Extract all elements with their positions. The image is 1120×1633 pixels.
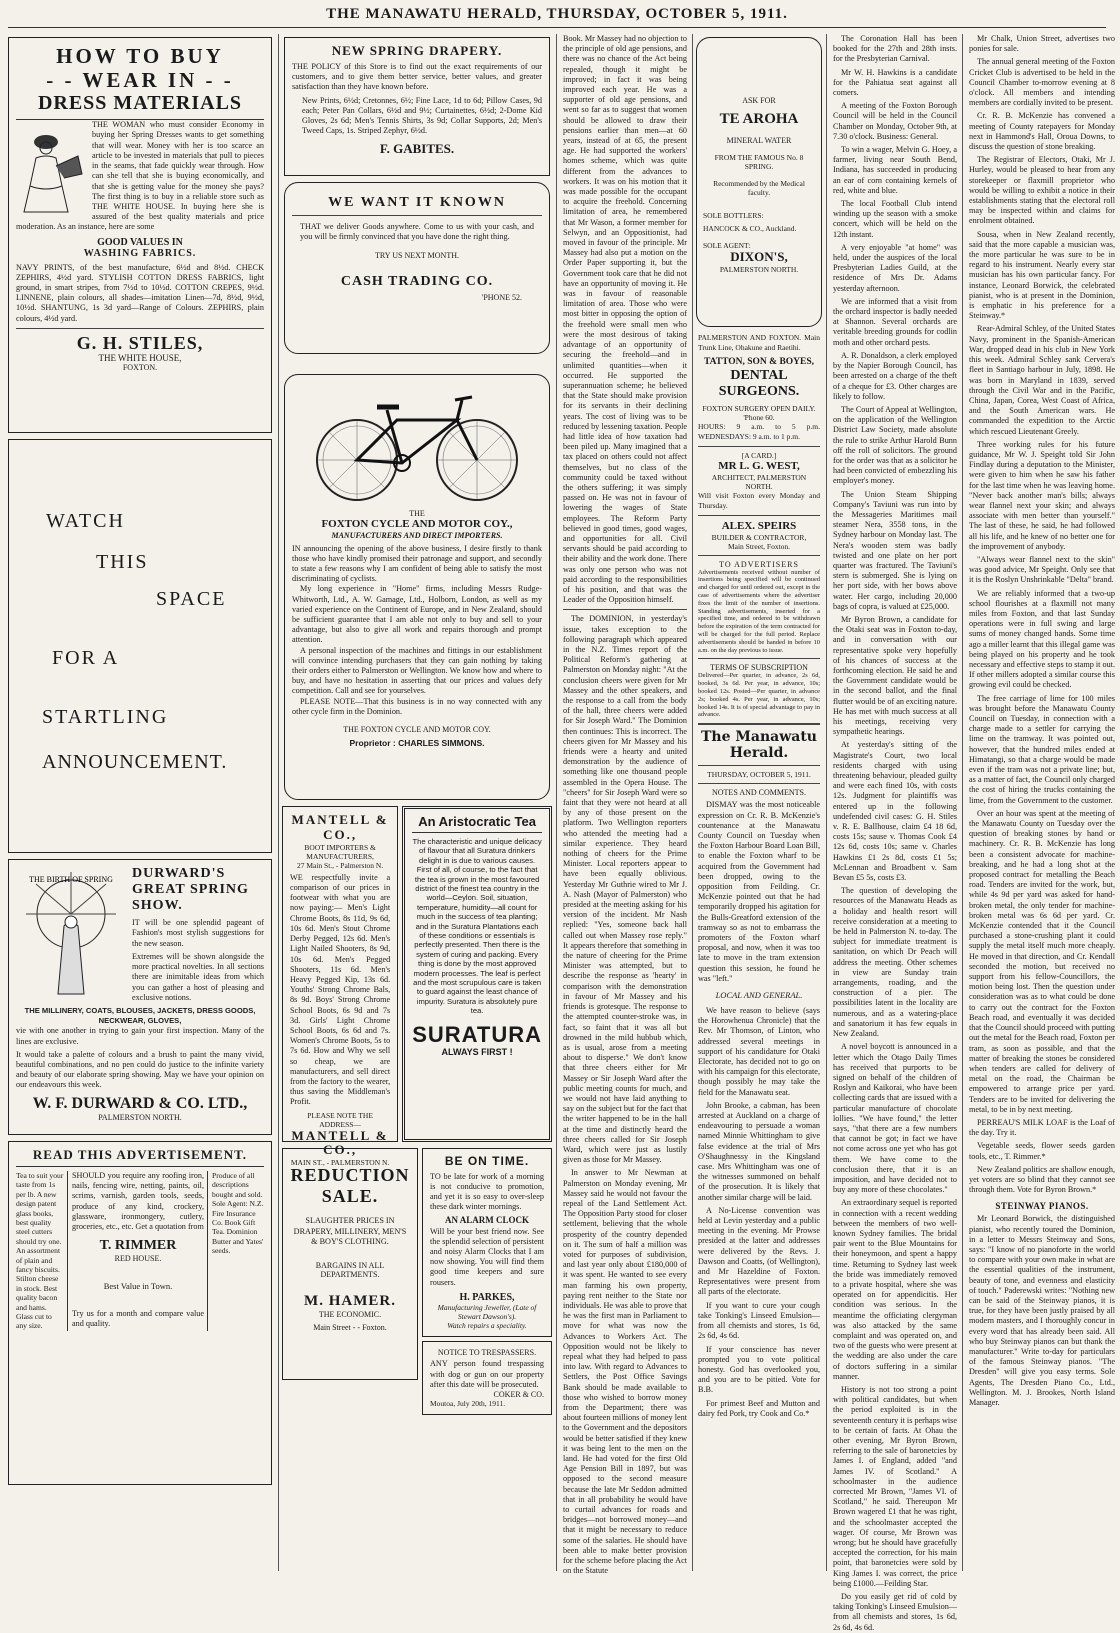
news-court-appeal: The Court of Appeal at Wellington, on the application of the Wellington District Law Society, made absolute the rule to strike Arthur Harold Bunn off the roll of solicitors. The ground for the order was that as a solicitor he had been convicted of embezzling his employer's money. xyxy=(833,404,957,486)
dental-phone: 'Phone 60. xyxy=(743,412,775,422)
rimmer-left: Tea to suit your taste from 1s per lb. A new design patent glass books, best quality steel cutters should try one. An assortment of plain and fancy biscuits. Stilton cheese in stock. Best quality bacon and hams. Glass cut to any size. xyxy=(16,1170,64,1331)
cycle-ad xyxy=(284,374,550,800)
cash-try: TRY US NEXT MONTH. xyxy=(374,250,459,260)
news-orchard: We are informed that a visit from the orchard inspector is badly needed at Shannon. Several orchards are veritable breeding grounds for codlin moth and other orchard pests. xyxy=(833,296,957,347)
durward-ad xyxy=(8,859,272,1135)
watch-l3: SPACE xyxy=(156,588,227,610)
parkes-more: Watch repairs a speciality. xyxy=(447,1321,527,1331)
news-land-settlement: In answer to Mr Newman at Palmerston on Monday evening, Mr Massey said he would not favour the repeal of the Land Settlement Act. The Opposition Party stood for closer settlement, believing that the whole prosperity of the country depended on it. The sum of half a million was voted for purposes of subdivision, and last year only about £180,000 of it was spent. He wanted to see every man farming his own property, paying rent neither to the State nor individuals. He was able to prove that he was the first man in Parliament to move for what was now the Advances to Workers Act. The Opposition would not be likely to repeal what they had helped to pass into law. With regard to Advances to Settlers, the Post Office Savings Bank should be made available to those who wished to borrow money from the Department; there was about fourteen millions of money lent to the Government and the depositors would be better satisfied if they knew it was being lent to the men on the land. He had voted for the first Old Age Pension Bill in 1897, but was opposed to the second measure because the late Mr Seddon admitted that in all probability he would have to curtail advances for roads and bridges—not borrowed money—and that it might be necessary to reduce some of the salaries. He should have been able to make better provision for the scheme before placing the Act on the Statute xyxy=(563,1168,687,1576)
herald-news xyxy=(694,797,824,1419)
stiles-title-1: HOW TO BUY xyxy=(56,44,224,68)
durward-title: DURWARD'S GREAT SPRING SHOW. xyxy=(132,866,249,914)
rimmer-try: Try us for a month and compare value and quality. xyxy=(72,1309,204,1329)
parkes-title: BE ON TIME. xyxy=(444,1154,530,1168)
durward-p4: It would take a palette of colours and a brush to paint the many vivid, beautiful combinations, and no pen could do justice to the infinite variety and beauty of our elaborate spring showing. May we have your opinion on our endeavours this week. xyxy=(16,1049,264,1090)
herald-p5: If you want to cure your cough take Tonking's Linseed Emulsion—from all chemists and stores, 1s 6d, 2s 6d, 4s 6d. xyxy=(698,1300,820,1341)
west-prof: ARCHITECT, PALMERSTON NORTH. xyxy=(711,472,807,491)
news-cricket: The annual general meeting of the Foxton Cricket Club is advertised to be held in the Council Chamber to-morrow evening at 8 o'clock. All members and intending members are cordially invited to be present. xyxy=(969,57,1115,108)
stiles-ad xyxy=(8,37,272,433)
parkes-ad xyxy=(422,1148,552,1337)
news-manawatu-heads: The question of developing the resources of the Manawatu Heads as a holiday and health resort will receive consideration at a meeting to be held in Palmerston N. to-day. The subject for immediate treatment is sanitation, on which Dr Peach will address the meeting. Other schemes in view are Sunday train arrangements, roading, and the construction of a pier. The possibilities latent in the locality are numerous, and as a watering-place and sanatorium it has few equals in New Zealand. xyxy=(833,886,957,1039)
rimmer-ad xyxy=(8,1141,272,1485)
rimmer-value: Best Value in Town. xyxy=(103,1281,173,1292)
news-schley: Rear-Admiral Schley, of the United States Navy, prominent in the Spanish-American War, dropped dead in his club in New York this week. Admiral Schley sank Cervera's fleet in Santiago harbour in July, 1898. He was born in Maryland in 1839, served through the Civil War and in the Pacific, China, Japan, Corea, West Coast of Africa, and the South American wars. He commanded the expedition to the Arctic which rescued Lieutenant Greely. xyxy=(969,324,1115,436)
news-chalk: Mr Chalk, Union Street, advertises two ponies for sale. xyxy=(969,34,1115,54)
watch-l2: THIS xyxy=(96,551,149,573)
masthead: THE MANAWATU HERALD, THURSDAY, OCTOBER 5, 1911. xyxy=(326,6,788,22)
herald-local: LOCAL AND GENERAL. xyxy=(715,990,803,1000)
cash-name: CASH TRADING CO. xyxy=(340,273,494,289)
bicycle-illustration xyxy=(307,385,527,505)
durward-name: W. F. DURWARD & CO. LTD., xyxy=(32,1094,248,1112)
spring-illustration xyxy=(16,866,126,996)
cash-trading-ad xyxy=(284,182,550,354)
mantell-text: WE respectfully invite a comparison of our prices in footwear with what you are now paying:— Men's Light Chrome Boots, 8s 11d, 9s 6d, 10s 6d. Men's Stout Chrome Derby Pegged, 12s 6d. Men's Light Nailed Shooters, 8s 9d, 10s 6d. Men's Pegged Shooters, 11s 6d. Men's Heavy Pegged Kip, 13s 6d. Youths' Strong Chrome Bals, 8s 9d. Boys' Strong Chrome School Boots, 6s 9d and 7s 3d. Girls' Light Chrome School Boots, 6s 6d and 7s. Women's Chrome Boots, 5s to 7s 6d. How and Why we sell so cheap, we are manufacturers, and sell direct from the factory to the wearer, thus saving the Middleman's Profit. xyxy=(290,872,391,1107)
rimmer-title: READ THIS ADVERTISEMENT. xyxy=(16,1148,264,1167)
tearoha-hancock: HANCOCK & CO., Auckland. xyxy=(703,224,797,234)
column-6 xyxy=(964,34,1120,1571)
news-byron-brown: Mr Byron Brown, a candidate for the Otaki seat was in Foxton to-day, and in conversation with our representative spoke very hopefully of his chances of success at the forthcoming election. He said he and the Government candidate would be in the second ballot, and the final flutter would be of an exciting nature. He has met with much success at all his meetings, receiving very sympathetic hearings. xyxy=(833,614,957,737)
cycle-p3: A personal inspection of the machines and fittings in our establishment will convince intending purchasers that they can gain nothing by taking their orders either to Palmerston or Wellington. We know how and where to buy, and have no hesitation in asserting that our prices and values defy competition. Call and see for yourselves. xyxy=(292,645,542,696)
watch-l5: STARTLING xyxy=(42,706,169,728)
advertisers-title: TO ADVERTISERS xyxy=(719,559,799,569)
advertisers-text: Advertisements received without number of insertions being specified will be continued and charged for until ordered out, except in the case of advertisements where the advertiser fixes the limit of the number of insertions. Standing advertisements, inserted for a specified time, and ordered to be withdrawn before the expiration of the term contracted for will be charged for the full period. Replace advertisements should be handed in before 10 a.m. on the day previous to issue. xyxy=(698,568,820,654)
news-coronation-hall: The Coronation Hall has been booked for the 27th and 28th insts. for the Presbyterian Carnival. xyxy=(833,34,957,64)
durward-bold: THE MILLINERY, COATS, BLOUSES, JACKETS, DRESS GOODS, NECKWEAR, GLOVES, xyxy=(24,1005,256,1026)
column-4 xyxy=(694,34,824,1571)
news-corn-wager: To win a wager, Melvin G. Hoey, a farmer, living near South Bend, Indiana, has succeeded in producing an ear of corn containing kernels of red, white and blue. xyxy=(833,145,957,195)
column-rule xyxy=(556,34,557,1571)
column-1 xyxy=(6,34,274,1571)
hamer-title: REDUCTION SALE. xyxy=(290,1165,410,1206)
news-speight: Three working rules for his future guidance, Mr W. J. Speight told Sir John Findlay during a deputation to the Minister, were given to him when he saw his father for the last time when he was leaving home. "Never back another man's bills; always wear flannel next your skin; and always associate with men better than yourself." The last of these, he said, he had followed all his life, and he knew of no better one for the improvement of anybody. xyxy=(969,439,1115,551)
tearoha-rec: Recommended by the Medical faculty. xyxy=(713,179,805,198)
news-rimmer-seeds: Vegetable seeds, flower seeds garden tools, etc., T. Rimmer.* xyxy=(969,1141,1115,1161)
news-at-home: A very enjoyable "at home" was held, under the auspices of the local Presbyterian Ladies Guild, at the residence of Mrs Dr. Adams yesterday afternoon. xyxy=(833,242,957,293)
woman-illustration xyxy=(16,126,86,216)
dental-ad xyxy=(694,333,824,797)
west-card: [A CARD.] xyxy=(741,450,777,460)
column-2 xyxy=(282,34,552,1571)
news-tonking: Do you easily get rid of cold by taking Tonking's Linseed Emulsion—from all chemists and stores, 1s 6d, 2s 6d, 4s 6d. xyxy=(833,1592,957,1632)
rimmer-house: RED HOUSE. xyxy=(114,1254,162,1264)
cycle-p1: IN announcing the opening of the above business, I desire firstly to thank those who have kindly promised their patronage and support, and secondly to state a few reasons why I am confident of being able to satisfy the most discriminating of cyclists. xyxy=(292,543,542,584)
news-donaldson: A. R. Donaldson, a clerk employed by the Napier Borough Council, has been arrested on a charge of the theft of a cheque for £3. Other charges are likely to follow. xyxy=(833,350,957,401)
tearoha-bottlers: SOLE BOTTLERS: xyxy=(703,211,764,221)
column-3 xyxy=(558,34,692,1576)
column-rule xyxy=(826,34,827,1571)
mantell-addr: 27 Main St., - Palmerston N. xyxy=(296,860,384,870)
rimmer-mid: SHOULD you require any roofing iron, nails, fencing wire, netting, paints, oil, scrims, varnish, garden tools, seeds, produce of any kind, crockery, glassware, ironmongery, cutlery, groceries, etc., etc. Get a quotation from xyxy=(72,1170,204,1231)
watch-l6: ANNOUNCEMENT. xyxy=(42,751,228,773)
news-pensions: Book. Mr Massey had no objection to the principle of old age pensions, and there was no chance of the Act being repealed, though it might be improved; in fact it was being improved each year. He was a supporter of old age pensions, and went so far as to suggest that women should be allowed to draw their pensions earlier than men—at 60 years, instead of at 65, the present age. He had supported the workers' homes scheme, which was quite different from the advances to workers. It was on his motion that it was made possible for the occupant to acquire the freehold. Concerning limitation of area, he remembered that Mr Wason, a former member for Selwyn, and an Oppositionist, had moved in favour of the principle. Mr Massey had also put a motion on the Order Paper supporting it, but the Government took care that he did not have an opportunity of moving it. He was in favour of reasonable limitation of area. Those who were most bitter in opposing the option of the freehold were small men who were the most desirous of taking advantage of an opportunity of securing the freehold—and in unlimited quantities—when it occurred. He supported the superannuation scheme; he believed that the State should make provision for its servants in their declining years. The cost of living was to be reduced by lessening taxation. People had little idea of how taxation had been piled up. Many imagined that a tax placed on others could not affect themselves, but no class of the community could be taxed without the others suffering; it was simply passed on. He was not in favour of lowering the wages of State employees. The Reform Party believed in good times, good wages, and opportunities for all. Civil servants should be paid according to their ability and the work done. There was only one person who was not paid according to the responsibilities of his position, and that was the Leader of the Opposition himself. xyxy=(563,34,687,605)
tearoha-mineral: MINERAL WATER xyxy=(726,136,792,146)
stiles-sub-2: WASHING FABRICS. xyxy=(83,248,197,260)
herald-section: NOTES AND COMMENTS. xyxy=(711,788,806,798)
tearoha-agent: SOLE AGENT: xyxy=(703,241,751,251)
durward-p2: Extremes will be shown alongside the more practical novelties. In all sections there are inimitable ideas from which you can gather a host of pleasing and exclusive notions. xyxy=(132,951,264,1002)
suratura-brand: SURATURA xyxy=(412,1021,542,1047)
news-boycott: A novel boycott is announced in a letter which the Otago Daily Times has received that purports to be signed on behalf of the children of Roslyn and Kaikorai, who have been collecting cards that are issued with a particular manufacture of chocolate lollies. "We have found," the letter says, "that there are a few numbers that cannot be got; in fact we have not come across one yet who has got them. We have come to the conclusion there, that it is an imposition, and have decided not to buy any more of these chocolates." xyxy=(833,1042,957,1195)
west-text: Will visit Foxton every Monday and Thursday. xyxy=(698,490,820,510)
cycle-foot: THE FOXTON CYCLE AND MOTOR COY. xyxy=(343,725,491,735)
herald-p1: DISMAY was the most noticeable expression on Cr. R. B. McKenzie's countenance at the Manawatu County Council on Tuesday when the Foxton Harbour Board Loan Bill, to enable the Foxton wharf to be acquired from the Government had been dropped, owing to the opposition from Feilding. Cr. McKenzie pointed out that he had temporarily dropped his agitation for the Bulls-Greatford extension of the tramway so as not to embarrass the promoters of the Foxton wharf proposal, and now, when it was too late to move in the tram extension question this session, he found he was "left." xyxy=(698,800,820,983)
cycle-title: FOXTON CYCLE AND MOTOR COY., xyxy=(321,518,513,530)
hamer-ad xyxy=(282,1148,418,1380)
parkes-text-2: Will be your best friend now. See the splendid selection of persistent and noisy Alarm Clocks that I am now showing. You will find them good time keepers and sure rousers. xyxy=(430,1226,544,1287)
suratura-ad xyxy=(402,806,552,1142)
hamer-sub: SLAUGHTER PRICES IN DRAPERY, MILLINERY, MEN'S & BOY'S CLOTHING. xyxy=(293,1216,407,1246)
news-perreau: PERREAU'S MILK LOAF is the Loaf of the day. Try it. xyxy=(969,1117,1115,1138)
news-magistrate: At yesterday's sitting of the Magistrate's Court, two local residents charged with using threatening behaviour, pleaded guilty and were each fined 10s, with costs 12s. Judgment for plaintiffs was entered up in the following undefended civil cases: G. H. Stiles v. R. E. Ballhouse, claim £4 18 6d, costs 15s; sause v. Thomas Cook £4 12s 6d, costs 10s; same v. Charles Hawkins £1 2s 8d, costs £1 5s; McLennan and Broadbent v. Sam Bevan £5 5s, costs £3. xyxy=(833,740,957,883)
column-rule xyxy=(692,34,693,1571)
news-football-club: The local Football Club intend winding up the season with a smoke concert, which will be held on the 12th instant. xyxy=(833,199,957,239)
news-two-up: We are reliably informed that a two-up school flourishes at a flaxmill not many miles from Foxton, and that last Sunday operations were in full swing and large sums of money changed hands. Some time ago a miller learnt that this illegal game was being played on his property and he took necessary and effective steps to stamp it out. If other millers adopted a similar course this growing evil could be checked. xyxy=(969,588,1115,690)
te-aroha-ad xyxy=(696,37,822,327)
herald-p4: A No-License convention was held at Levin yesterday and a public meeting in the evening. Mr Prowse presided at the latter and addresses were delivered by the Revs. J. Dawson and Coatts, (of Wellington), and Mr Hazeldine of Foxton. Representatives were present from all parts of the electorate. xyxy=(698,1205,820,1297)
mantell-sub: BOOT IMPORTERS & MANUFACTURERS, xyxy=(304,842,376,861)
steinway-heading: STEINWAY PIANOS. xyxy=(995,1201,1089,1212)
dental-route: PALMERSTON AND FOXTON. Main Trunk Line, Ohakune and Raetihi. xyxy=(698,333,820,353)
stiles-title-3: DRESS MATERIALS xyxy=(16,92,264,120)
mantell-name: MANTELL & CO., xyxy=(291,812,389,842)
herald-p7: For primest Beef and Mutton and dairy fed Pork, try Cook and Co.* xyxy=(698,1398,820,1418)
herald-p6: If your conscience has never prompted you to vote political honesty. God has overlooked you, and you are to be pitied. Vote for B.B. xyxy=(698,1344,820,1395)
speirs-name: ALEX. SPEIRS xyxy=(721,519,797,532)
hamer-addr: Main Street - - Foxton. xyxy=(313,1323,387,1333)
masthead-rule xyxy=(8,27,1106,28)
tearoha-name: TE AROHA xyxy=(719,111,799,127)
mantell-addr-2: MAIN ST., - PALMERSTON N. xyxy=(290,1158,390,1168)
tearoha-ask: ASK FOR xyxy=(742,96,776,105)
gabites-text: THE POLICY of this Store is to find out the exact requirements of our customers, and to give them better service, better values, and greater satisfaction than they have known before. xyxy=(292,61,542,92)
watch-space-ad xyxy=(8,439,272,853)
news-dominion-cheers: The DOMINION, in yesterday's issue, takes exception to the following paragraph which appeared in the N.Z. Times report of the Political Reform's gathering at Palmerston on Monday night: "At the conclusion cheers were given for Mr Massey and the other speakers, and the response to a call from the body of the hall, three cheers were added for Sir Joseph Ward." The Dominion then continues: This is incorrect. The cheers given for Mr Massey and his friends were a hearty and united demonstration by the audience of something like one thousand people assembled in the Opera House. The "cheers" for Sir Joseph Ward were so faint that they were not heard at all by any of those present on the platform. Two Wellington reporters who attended the meeting had a similar experience. They heard nothing of cheers for the Prime Minister. Local reporters appear to have been equally oblivious. Yesterday Mr Guthrie wired to Mr J. A. Nash (Mayor of Palmerston) who presided at the meeting asking for his version of the incident. Mr Nash replied: "Yes, someone back hall called out when Massey rose reply." It appears therefore that something in the nature of cheering for the Prime Minister was attempted, but to describe the response as 'hearty' in comparison with the demonstration in favour of Mr Massey and his friends is grotesque. The response to the attempted counter-stroke was, in fact, so faint that it was all but drowned in the mild hubbub which, as is usual, arose from a meeting about to disperse." We don't know that three cheers either for Mr Massey or Sir Joseph Ward after the public meeting counts for much, and we would not have laid anything to say on the subject but for the fact that the writer happened to be in the hall at the time and distinctly heard the three cheers called for Sir Joseph Ward, which were just as lustily given as those for Mr Massey. xyxy=(563,614,687,1165)
cash-title: WE WANT IT KNOWN xyxy=(328,195,506,210)
dental-title: DENTAL SURGEONS. xyxy=(718,368,800,400)
parkes-sub: AN ALARM CLOCK xyxy=(444,1214,529,1225)
durward-town: PALMERSTON NORTH. xyxy=(98,1112,182,1122)
rimmer-name: T. RIMMER xyxy=(99,1238,177,1254)
mantell-ad xyxy=(282,806,398,1168)
stiles-shop: THE WHITE HOUSE, xyxy=(98,353,182,364)
news-flannel: "Always wear flannel next to the skin" was good advice, Mr Speight. Only see that it is the Roslyn Unshrinkable "Delta" brand. xyxy=(969,554,1115,585)
mantell-note: PLEASE NOTE THE ADDRESS— xyxy=(307,1110,373,1129)
news-stones: Over an hour was spent at the meeting of the Manawatu County on Tuesday over the question of breaking stones by hand or machinery. Cr. R. B. McKenzie has long been a consistent advocate for machine-breaking, and he had a long shot at the proposed contract for metalling the Beach road. Tenders are invited for the work, but, while 4s 9d per yard was asked for hand-broken metal, the only tender for machine-broken metal was 6s 6d per yard. Cr. McKenzie contended that it the Council purchased a stone-crushing plant it could supply the metal itself much more cheaply. He moved in that direction, and Cr. Kendall seconded the motion, but received no support from his fellow-Councillors, the motion being lost. Then the question under consideration was as to what could be done to carry out the contract for the Foxton Beach road, and eventually it was decided that the Council should proceed with putting out the metal for the Beach road, Foxton per tram, as soon as possible, and that the matter of breaking the stones be considered when tenders are called for delivery of metal on the road, the Chairman be empowered to arrange price per yard. Tenders are to be invited for delivering the metal, to be in by next meeting. xyxy=(969,808,1115,1114)
spring-banner-text: THE BIRTH OF SPRING xyxy=(29,875,113,884)
trespass-text: ANY person found trespassing with dog or gun on our property after this date will be prosecuted. xyxy=(430,1359,544,1389)
news-mckenzie: Cr. R. B. McKenzie has convened a meeting of County ratepayers for Monday next in Hammond's Hall, Oroua Downs, to discuss the question of stone breaking. xyxy=(969,111,1115,152)
news-hawkins: Mr W. H. Hawkins is a candidate for the Pahiatua seat against all comers. xyxy=(833,67,957,98)
parkes-trade: Manufacturing Jeweller, (Late of Stewart Dawson's). xyxy=(437,1303,537,1322)
suratura-text: The characteristic and unique delicacy of flavour that all Suratura drinkers delight in is due to various causes. First of all, of course, to the fact that the tea is grown in the most favoured district of the finest tea country in the world—Ceylon. Soil, situation, temperature, humidity—all count for much in the success of tea planting; and in the Suratura Plantations each of these conditions or essentials is perfectly presented. Then there is the system of curing and packing. Every thing is done by the most approved modern processes. The leaf is perfect and the most scrupulous care is taken to guard against the least chance of impurity. Suratura is absolutely pure tea. xyxy=(412,836,542,1016)
suratura-title: An Aristocratic Tea xyxy=(412,815,542,833)
herald-p2: We have reason to believe (says the Horowhenua Chronicle) that the Rev. Mr Thomson, of Linton, who addressed several meetings in support of his candidature for Otaki Electorate, has decided not to go on with his campaign for this electorate, though possibly he may take the field for the Manawatu seat. xyxy=(698,1006,820,1097)
trespass-name: COKER & CO. xyxy=(493,1389,544,1399)
herald-title: The Manawatu Herald. xyxy=(701,729,817,762)
news-steinway: Mr Leonard Borwick, the distinguished pianist, who recently toured the Dominion, in a letter to Messrs Steinway and Sons, says: "I know of no pianoforte in the world to compare with your own make in what are the essential qualities of the instrument, beauty of tone, and evenness and elasticity of touch." Paderewski writes: "Nothing new can be said of the Steinway pianos, it is true, for they have been justly praised by all modern masters, and I thoroughly concur in every word that has already been said. All who buy Steinway pianos can but thank the manufacturer." Write to-day for particulars of the famous Steinway pianos. "The Dresden" will give you easy terms. Sole Agents, The Dresden Piano Co., Ltd., Wellington. M. J. Brookes, North Island Manager. xyxy=(969,1214,1115,1407)
hamer-bargains: BARGAINS IN ALL DEPARTMENTS. xyxy=(315,1260,385,1279)
parkes-text: TO be late for work of a morning is not conducive to promotion, and yet it is so easy to over-sleep these dark winter mornings. xyxy=(430,1171,544,1212)
herald-date: THURSDAY, OCTOBER 5, 1911. xyxy=(707,770,811,780)
cycle-p2: My long experience in "Home" firms, including Messrs Rudge-Whitworth, Ltd., A. W. Gamage, Ltd., Holborn, London, as well as my varied experience on the Continent of Europe, and in New Zealand, should be sufficient guarantee that I am able not only to buy and sell to your advantage, but also to give all work and repairs thorough and prompt attention. xyxy=(292,584,542,645)
speirs-trade: BUILDER & CONTRACTOR, xyxy=(711,532,807,542)
herald-p3: John Brooke, a cabman, has been arrested at Auckland on a charge of endeavouring to persuade a woman named Minnie Whittingham to give false evidence at the trial of Mrs O'Shaughnessy in the Kingsland case. Mrs Whittingham was one of the witnesses summoned on behalf of the prosecution. It is likely that another similar charge will be laid. xyxy=(698,1100,820,1202)
news-lime: The free carriage of lime for 100 miles was brought before the Manawatu County Council on Tuesday, in connection with a charge made to a settler for carrying the lime on the tramway. It was pointed out, however, that the hundred miles ended at Himatangi, so that a charge would be made even if the tram was not a private line; but, as a matter of fact, the Council only charged the cost of hiring the trucks containing the lime, from the Government to the customer. xyxy=(969,693,1115,805)
news-sousa: Sousa, when in New Zealand recently, said that the more capable a musician was, the more particular he was sure to be in regard to his instrument. Nearly every star musician has his own particular fancy. For instance, Leonard Borwick, the celebrated pianist, who is at present in the Dominion, is emphatic in his preference for a Steinway.* xyxy=(969,229,1115,321)
stiles-town: FOXTON. xyxy=(122,363,158,373)
speirs-addr: Main Street, Foxton. xyxy=(727,541,791,551)
cycle-the: THE xyxy=(409,509,425,518)
cycle-sub: MANUFACTURERS AND DIRECT IMPORTERS. xyxy=(331,530,503,540)
column-5 xyxy=(828,34,962,1632)
stiles-intro: THE WOMAN who must consider Economy in buying her Spring Dresses wants to get something that will wear. Money with her is too scarce an article to be invested in materials that pull to pieces in the seams, that fade quickly wear through. How can she tell that she is buying economically, and that she is getting value for the money she pays? The first thing is to buy in a reliable store such as THE WHITE HOUSE. In buying here she is assured of the best quality materials and price moderation. As an instance, here are some xyxy=(16,120,264,232)
trespass-notice xyxy=(422,1341,552,1415)
news-politics: New Zealand politics are shallow enough, yet voters are so blind that they cannot see through them. Vote for Byron Brown.* xyxy=(969,1164,1115,1195)
dental-open: FOXTON SURGERY OPEN DAILY. xyxy=(702,403,816,413)
subscription-text: Delivered—Per quarter, in advance, 2s 6d, booked, 3s 6d. Per year, in advance, 10s; booked 12s. Posted—Per quarter, in advance 2s; booked 4s. Per year, in advance, 10s; booked 14s. It is of special advantage to pay in advance. xyxy=(698,672,820,719)
stiles-items: NAVY PRINTS, of the best manufacture, 6½d and 8½d. CHECK ZEPHIRS, 4½d yard. STYLISH COTTON DRESS FABRICS, light ground, in smart stripes, from 7½d to 10½d. COTTON CREPES, 9½d. LINNENE, plain colours, all shades—imitation Linen—7d, 8½d, 9½d, 10½d. SHANTUNG, 1s 3d yard—Range of Colours. ZEPHIRS, plain colours, 4½d yard. xyxy=(16,262,264,323)
rimmer-right: Produce of all descriptions bought and sold. Sole Agent: N.Z. Fire Insurance Co. Book Gift Tea. Dominion Butter and Yates' seeds. xyxy=(212,1170,264,1256)
gabites-name: F. GABITES. xyxy=(379,141,455,157)
dental-hours: HOURS: 9 a.m. to 5 p.m. WEDNESDAYS: 9 a.m. to 1 p.m. xyxy=(698,421,820,441)
hamer-econ: THE ECONOMIC. xyxy=(318,1310,382,1320)
parkes-name: H. PARKES, xyxy=(459,1291,515,1303)
west-name: MR L. G. WEST, xyxy=(718,459,800,472)
tearoha-dixon: DIXON'S, xyxy=(730,249,788,265)
durward-p1: IT will be one splendid pageant of Fashion's most stylish suggestions for the new season. xyxy=(132,918,264,948)
stiles-sub-1: GOOD VALUES IN xyxy=(97,236,183,248)
trespass-date: Moutoa, July 20th, 1911. xyxy=(430,1398,506,1408)
news-taviuni: The Union Steam Shipping Company's Taviuni was run into by the Messageries Maritimes mail steamer Nera, 3558 tons, in the Sydney harbour on Monday last. The Nera's wooden stem was badly twisted and one plate on her port quarter was fractured. The Taviuni's stern is submerged. She is lying on her port side, with her bows above water. Her cargo, including 20,000 bags of copra, is valued at £25,000. xyxy=(833,489,957,611)
stiles-name: G. H. STILES, xyxy=(76,332,204,353)
gabites-items: New Prints, 6½d; Cretonnes, 6½; Fine Lace, 1d to 6d; Pillow Cases, 9d each; Peter Pan Collars, 6½d and 9½; Curtainettes, 6½d; 2-Dome Kid Gloves, 2s 6d; Men's Tennis Shirts, 3s 9d; Collar Supports, 2d; Men's Tweed Caps, 1s. Striped Zephyr, 6½d. xyxy=(302,95,542,136)
gabites-ad xyxy=(284,37,550,176)
hamer-name: M. HAMER. xyxy=(304,1292,396,1309)
column-rule xyxy=(962,34,963,1571)
subscription-title: TERMS OF SUBSCRIPTION xyxy=(710,663,808,673)
gabites-title: NEW SPRING DRAPERY. xyxy=(331,43,503,58)
cycle-p4: PLEASE NOTE—That this business is in no way connected with any other cycle firm in the Dominion. xyxy=(292,696,542,716)
suratura-tag: ALWAYS FIRST ! xyxy=(441,1046,513,1057)
news-borough-council: A meeting of the Foxton Borough Council will be held in the Council Chamber on Monday, October 9th, at 7.30 o'clock. Business: General. xyxy=(833,101,957,141)
cash-text: THAT we deliver Goods anywhere. Come to us with your cash, and you will be firmly convinced that you have done the right thing. xyxy=(300,222,534,242)
cash-phone: 'PHONE 52. xyxy=(481,292,522,302)
durward-p3: vie with one another in trying to gain your first inspection. Many of the lines are exclusive. xyxy=(16,1026,264,1046)
stiles-title-2: - - WEAR IN - - xyxy=(46,68,234,93)
news-history: History is not too strong a point with political candidates, but when the period exploited is in the seventeenth century it is perhaps wise to be certain of facts. At Ohau the other evening, Mr Byron Brown, referring to the sale of baronetcies by James I. of England, added "and James IV. of Scotland." A schoolmaster in the audience corrected Mr Brown, "James VI. of Scotland," he said. Thereupon Mr Brown wagered £1 that he was right, and the schoolmaster accepted the wager. Of course, Mr Brown was wrong; but he should have gracefully accepted the correction, for his main point, that baronetcies were sold by King James I. was correct, the price being £1000.—Feilding Star. xyxy=(833,1385,957,1588)
column-rule xyxy=(278,34,279,1571)
cycle-prop: Proprietor : CHARLES SIMMONS. xyxy=(349,738,485,749)
trespass-title: NOTICE TO TRESPASSERS. xyxy=(437,1348,537,1358)
news-registrar: The Registrar of Electors, Otaki, Mr J. Hurley, would be pleased to hear from any storekeeper or flaxmill proprietor who would be willing to exhibit a notice in their establishments stating that the electoral roll may be inspected within and claims for enrolment obtained. xyxy=(969,155,1115,226)
tearoha-pn: PALMERSTON NORTH. xyxy=(719,265,799,275)
mantell-name-2: MANTELL & CO., xyxy=(291,1127,389,1158)
tearoha-from: FROM THE FAMOUS No. 8 SPRING. xyxy=(714,153,804,172)
watch-l1: WATCH xyxy=(46,510,125,532)
dental-firm: TATTON, SON & BOYES, xyxy=(703,357,815,368)
watch-l4: FOR A xyxy=(52,647,120,669)
news-wedding: An extraordinary sequel is reported in connection with a recent wedding between the members of two well-known Sydney families. The bridal pair went to the Blue Mountains for their honeymoon, and spent a happy time. Returning to Sydney last week the bride was immediately removed to a private hospital, where she was operated on for appendicitis. Her condition was serious. In the meantime the officiating clergyman was also attacked by the same complaint and was operated on, and two of the guests who were present at the wedding are also under the care of doctors suffering in a similar manner. xyxy=(833,1198,957,1381)
